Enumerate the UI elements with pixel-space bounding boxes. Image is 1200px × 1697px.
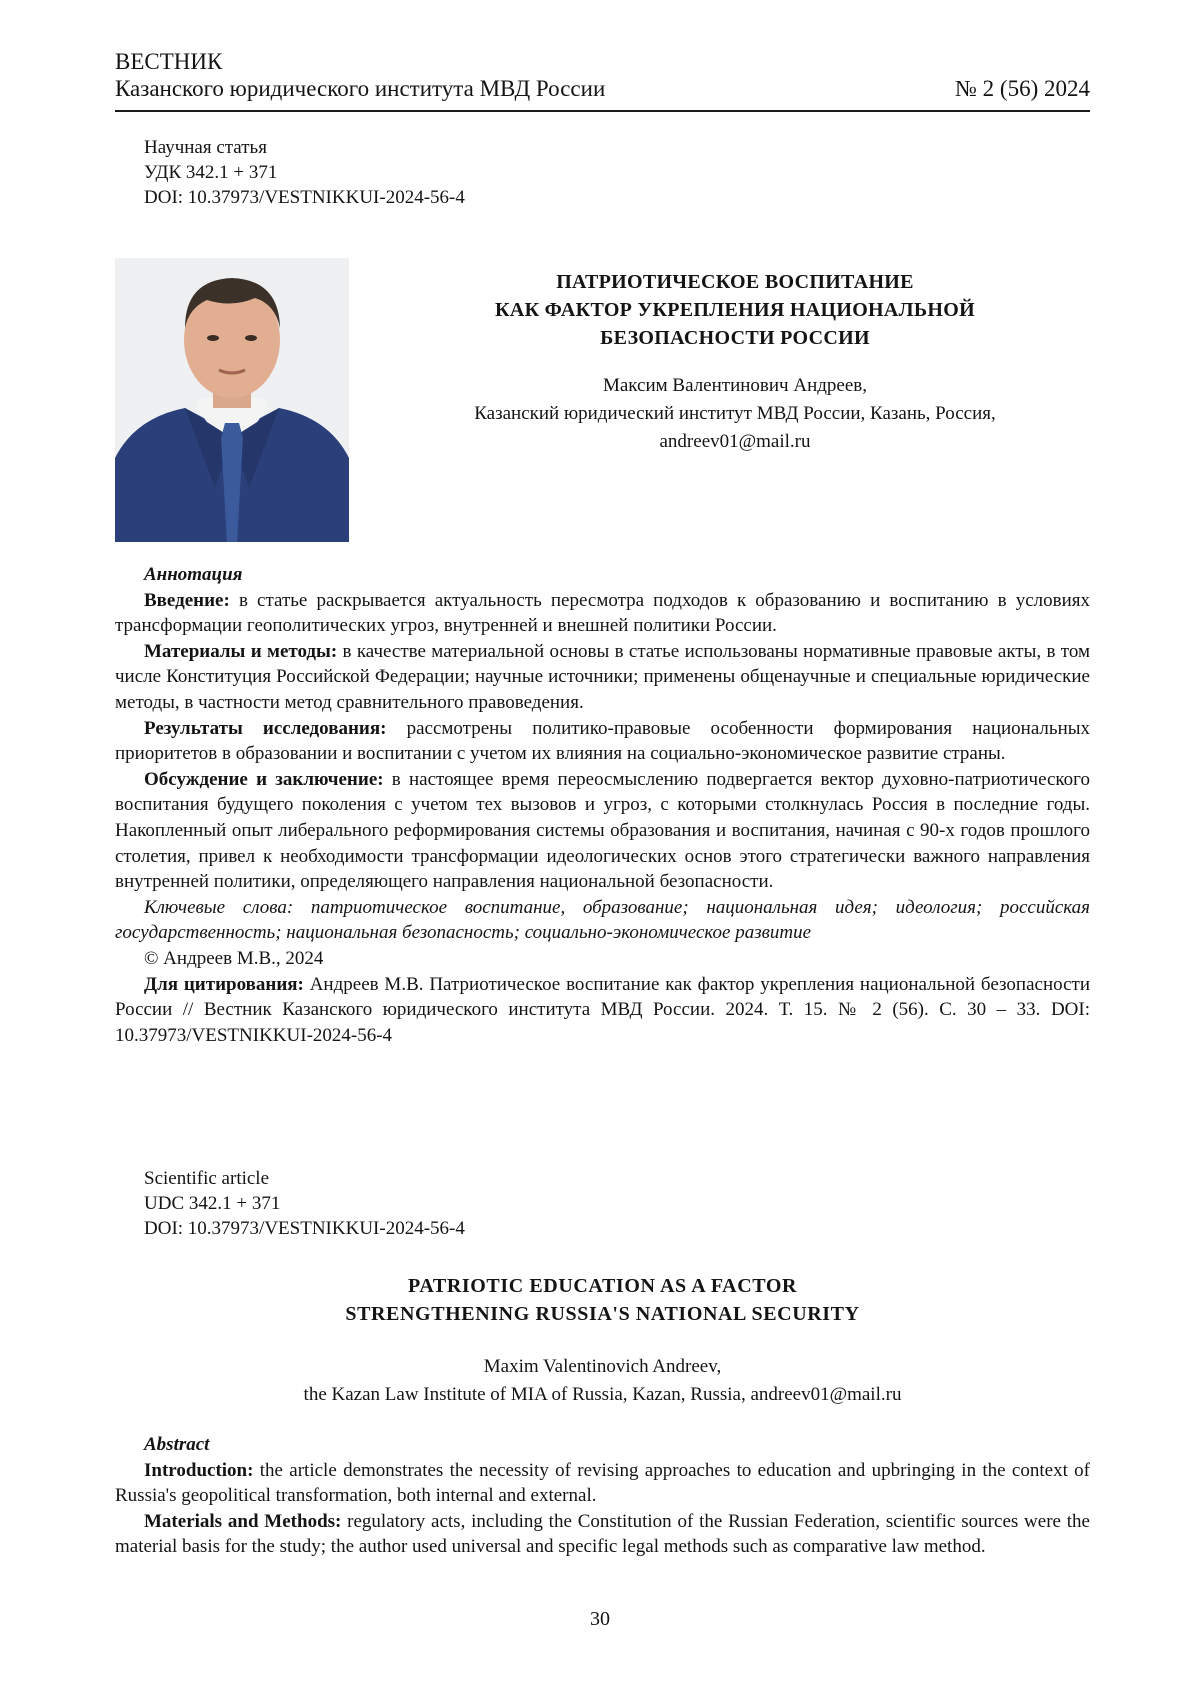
ru-section-results bbox=[115, 716, 1090, 767]
en-abstract bbox=[115, 1432, 1090, 1560]
en-section-introduction bbox=[115, 1458, 1090, 1509]
section-text: в настоящее время переосмыслению подвергается вектор духовно-патриотического воспитания будущего поколения с учетом тех вызовов и угроз, с которыми столкнулась Россия в последние годы. Накопленный опыт либерального реформирования системы образования и воспитания, начиная с 90-х годов прошлого столетия, привел к необходимости трансформации идеологических основ этого стратегически важного направления внутренней политики, определяющего направления национальной безопасности. bbox=[115, 769, 1090, 892]
section-label: Введение: bbox=[144, 590, 230, 611]
section-text: рассмотрены политико-правовые особенности формирования национальных приоритетов в образовании и воспитании с учетом их влияния на социально-экономическое развитие страны. bbox=[115, 718, 1090, 765]
ru-copyright: © Андреев М.В., 2024 bbox=[115, 946, 1090, 972]
ru-section-introduction bbox=[115, 588, 1090, 639]
ru-article-type: Научная статья bbox=[144, 135, 465, 160]
ru-doi: DOI: 10.37973/VESTNIKKUI-2024-56-4 bbox=[144, 185, 465, 210]
en-title-line: PATRIOTIC EDUCATION AS A FACTOR bbox=[115, 1272, 1090, 1300]
en-article-meta bbox=[144, 1166, 465, 1241]
en-udc: UDC 342.1 + 371 bbox=[144, 1191, 465, 1216]
ru-title-line: ПАТРИОТИЧЕСКОЕ ВОСПИТАНИЕ bbox=[380, 268, 1090, 296]
section-label: Результаты исследования: bbox=[144, 718, 386, 739]
section-text: в качестве материальной основы в статье использованы нормативные правовые акты, в том числе Конституция Российской Федерации; научные источники; применены общенаучные и специальные юридические методы, в частности метод сравнительного правоведения. bbox=[115, 641, 1090, 713]
ru-citation bbox=[115, 972, 1090, 1049]
journal-name-line2: Казанского юридического института МВД России bbox=[115, 75, 605, 102]
en-title-line: STRENGTHENING RUSSIA'S NATIONAL SECURITY bbox=[115, 1300, 1090, 1328]
citation-text: Андреев М.В. Патриотическое воспитание как фактор укрепления национальной безопасности России // Вестник Казанского юридического института МВД России. 2024. Т. 15. № 2 (56). С. 30 – 33. DOI: 10.37973/VESTNIKKUI-2024-56-4 bbox=[115, 974, 1090, 1046]
section-label: Materials and Methods: bbox=[144, 1511, 341, 1532]
section-text: regulatory acts, including the Constitution of the Russian Federation, scientific sources were the material basis for the study; the author used universal and specific legal methods such as comparative law method. bbox=[115, 1511, 1090, 1558]
section-label: Материалы и методы: bbox=[144, 641, 337, 662]
journal-header bbox=[115, 48, 1090, 102]
header-divider bbox=[115, 110, 1090, 112]
page-number: 30 bbox=[0, 1608, 1200, 1631]
journal-name-line1: ВЕСТНИК bbox=[115, 48, 1090, 75]
ru-udc: УДК 342.1 + 371 bbox=[144, 160, 465, 185]
en-abstract-heading: Abstract bbox=[115, 1432, 1090, 1458]
section-label: Introduction: bbox=[144, 1460, 253, 1481]
ru-article-title bbox=[380, 268, 1090, 352]
ru-title-line: БЕЗОПАСНОСТИ РОССИИ bbox=[380, 324, 1090, 352]
section-text: the article demonstrates the necessity of revising approaches to education and upbringing in the context of Russia's geopolitical transformation, both internal and external. bbox=[115, 1460, 1090, 1507]
issue-number: № 2 (56) 2024 bbox=[955, 75, 1090, 102]
en-article-title bbox=[115, 1272, 1090, 1328]
ru-section-methods bbox=[115, 639, 1090, 716]
en-author-info bbox=[115, 1353, 1090, 1409]
ru-annotation-heading: Аннотация bbox=[115, 562, 1090, 588]
ru-author-affiliation: Казанский юридический институт МВД России, Казань, Россия, bbox=[380, 400, 1090, 428]
citation-label: Для цитирования: bbox=[144, 974, 304, 995]
ru-author-email: andreev01@mail.ru bbox=[380, 428, 1090, 456]
ru-section-discussion bbox=[115, 767, 1090, 895]
section-label: Обсуждение и заключение: bbox=[144, 769, 384, 790]
en-section-methods bbox=[115, 1509, 1090, 1560]
en-author-name: Maxim Valentinovich Andreev, bbox=[115, 1353, 1090, 1381]
section-text: в статье раскрывается актуальность пересмотра подходов к образованию и воспитанию в условиях трансформации геополитических угроз, внутренней и внешней политики России. bbox=[115, 590, 1090, 637]
ru-annotation bbox=[115, 562, 1090, 1048]
en-doi: DOI: 10.37973/VESTNIKKUI-2024-56-4 bbox=[144, 1216, 465, 1241]
ru-title-line: КАК ФАКТОР УКРЕПЛЕНИЯ НАЦИОНАЛЬНОЙ bbox=[380, 296, 1090, 324]
ru-author-name: Максим Валентинович Андреев, bbox=[380, 372, 1090, 400]
en-article-type: Scientific article bbox=[144, 1166, 465, 1191]
ru-keywords: Ключевые слова: патриотическое воспитание, образование; национальная идея; идеология; российская государственность; национальная безопасность; социально-экономическое развитие bbox=[115, 895, 1090, 946]
ru-author-info bbox=[380, 372, 1090, 456]
author-photo bbox=[115, 258, 349, 542]
ru-article-meta bbox=[144, 135, 465, 210]
en-author-affiliation: the Kazan Law Institute of MIA of Russia, Kazan, Russia, andreev01@mail.ru bbox=[115, 1381, 1090, 1409]
